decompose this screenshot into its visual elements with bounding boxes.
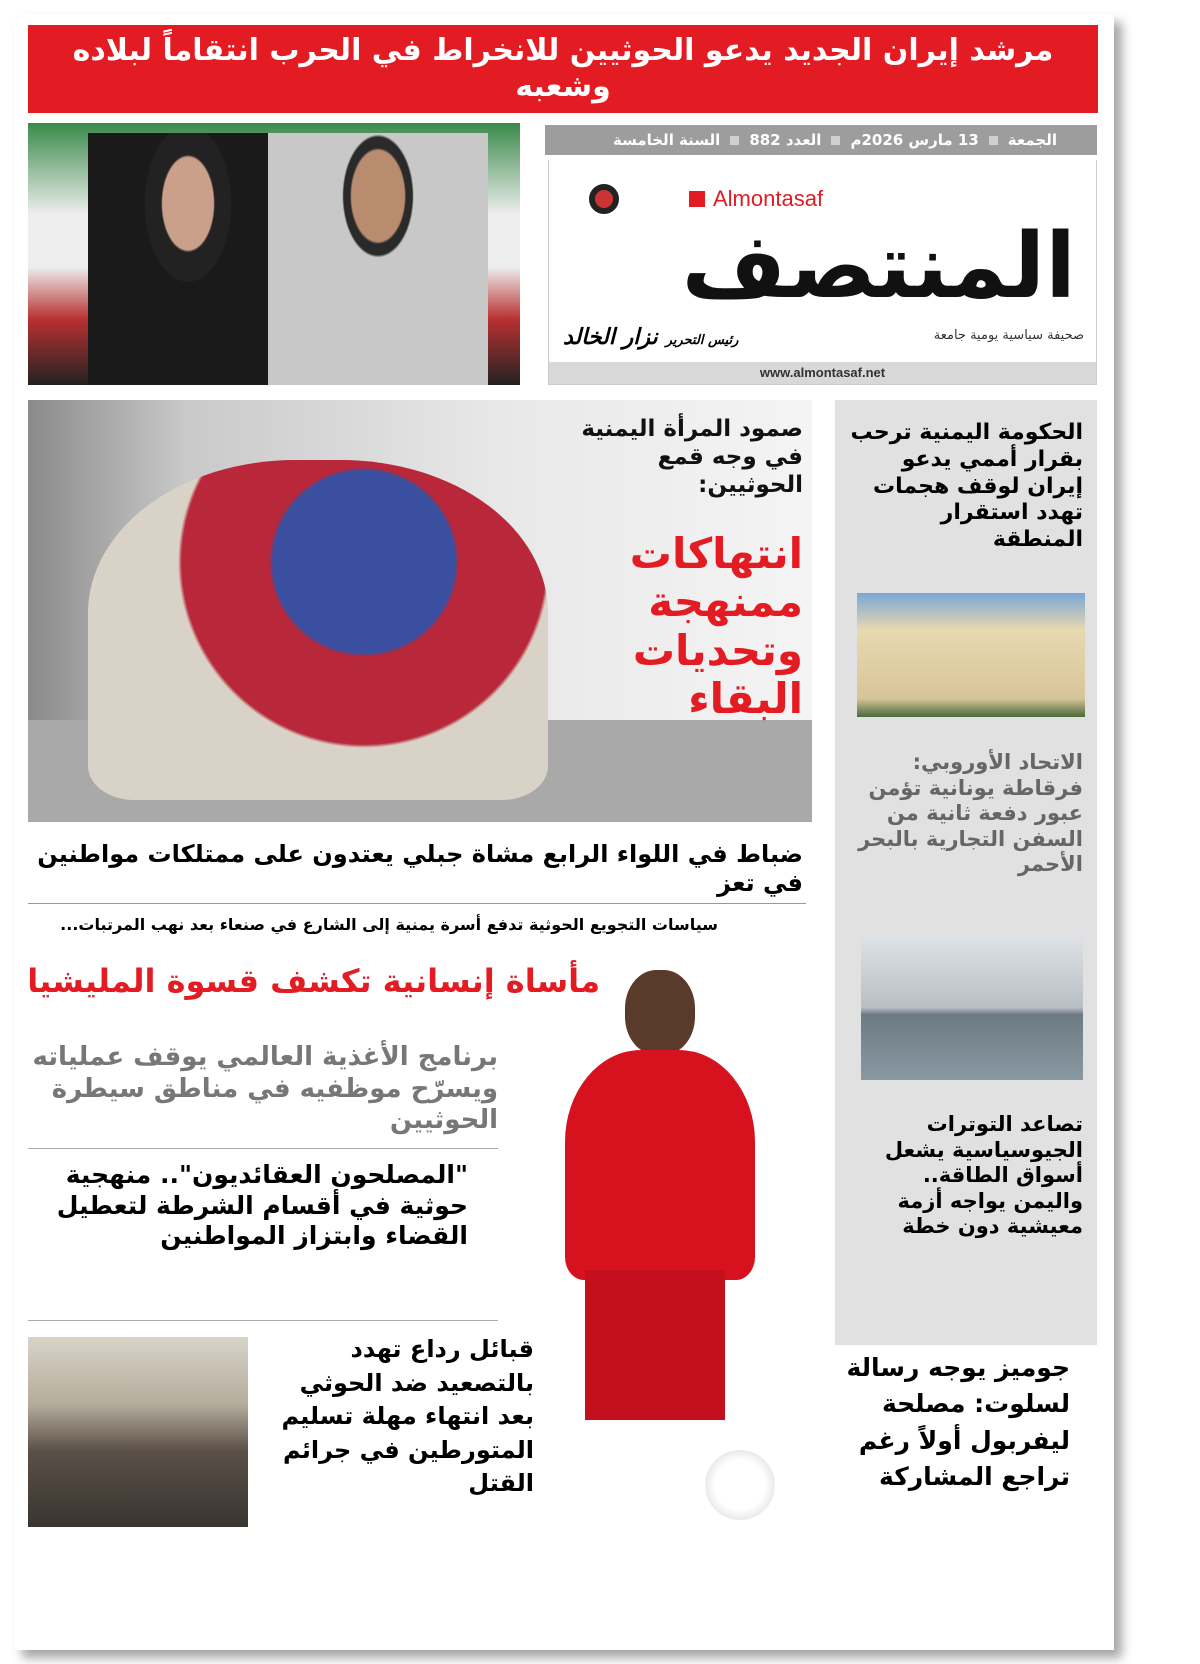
wfp-headline[interactable]: برنامج الأغذية العالمي يوقف عملياته ويسرّح موظفيه في مناطق سيطرة الحوثيين xyxy=(32,1042,498,1136)
issue-info-bar xyxy=(545,125,1097,155)
logo-arabic: المنتصف xyxy=(681,214,1076,319)
divider xyxy=(28,1148,498,1149)
sanaa-headline[interactable]: مأساة إنسانية تكشف قسوة المليشيا xyxy=(27,962,600,1000)
tagline: صحيفة سياسية يومية جامعة xyxy=(933,328,1084,343)
main-story-kicker[interactable]: صمود المرأة اليمنية في وجه قمع الحوثيين: xyxy=(581,416,803,499)
editor-name: نزار الخالد xyxy=(563,324,658,350)
website-url[interactable]: www.almontasaf.net xyxy=(549,362,1096,384)
issue-day: الجمعة xyxy=(1007,131,1057,149)
sidebar-headline-2[interactable]: الاتحاد الأوروبي: فرقاطة يونانية تؤمن عبور دفعة ثانية من السفن التجارية بالبحر الأحمر xyxy=(858,750,1083,877)
masthead xyxy=(548,160,1097,385)
sanaa-kicker[interactable]: سياسات التجويع الحوثية تدفع أسرة يمنية إلى الشارع في صنعاء بعد نهب المرتبات... xyxy=(60,915,718,934)
divider xyxy=(28,903,806,904)
taiz-headline[interactable]: ضباط في اللواء الرابع مشاة جبلي يعتدون على ممتلكات مواطنين في تعز xyxy=(37,840,803,898)
foreign-ministry-photo xyxy=(857,593,1085,717)
sidebar xyxy=(835,400,1097,1345)
frigate-photo xyxy=(861,935,1083,1080)
leaders-photo xyxy=(28,123,520,385)
issue-number: العدد 882 xyxy=(749,131,822,149)
sidebar-headline-1[interactable]: الحكومة اليمنية ترحب بقرار أممي يدعو إيران لوقف هجمات تهدد استقرار المنطقة xyxy=(850,420,1083,553)
tribes-photo xyxy=(28,1337,248,1527)
sidebar-headline-3[interactable]: تصاعد التوترات الجيوسياسية يشعل أسواق الطاقة.. واليمن يواجه أزمة معيشية دون خطة xyxy=(884,1112,1083,1239)
top-banner-headline: مرشد إيران الجديد يدعو الحوثيين للانخراط في الحرب انتقاماً لبلاده وشعبه xyxy=(28,25,1098,113)
target-icon xyxy=(589,184,619,214)
logo-english: Almontasaf xyxy=(689,186,823,212)
issue-date: 13 مارس 2026م xyxy=(850,131,979,149)
main-story-headline[interactable]: انتهاكات ممنهجة وتحديات البقاء xyxy=(629,529,803,723)
police-headline[interactable]: "المصلحون العقائديون".. منهجية حوثية في أقسام الشرطة لتعطيل القضاء وابتزاز المواطنين xyxy=(56,1160,468,1250)
issue-year: السنة الخامسة xyxy=(612,131,721,149)
footballer-photo xyxy=(505,970,840,1540)
editor-label: رئيس التحرير xyxy=(665,333,739,348)
gomez-headline[interactable]: جوميز يوجه رسالة لسلوت: مصلحة ليفربول أولاً رغم تراجع المشاركة xyxy=(846,1353,1070,1491)
tribes-headline[interactable]: قبائل رداع تهدد بالتصعيد ضد الحوثي بعد انتهاء مهلة تسليم المتورطين في جرائم القتل xyxy=(281,1335,534,1498)
divider xyxy=(28,1320,498,1321)
